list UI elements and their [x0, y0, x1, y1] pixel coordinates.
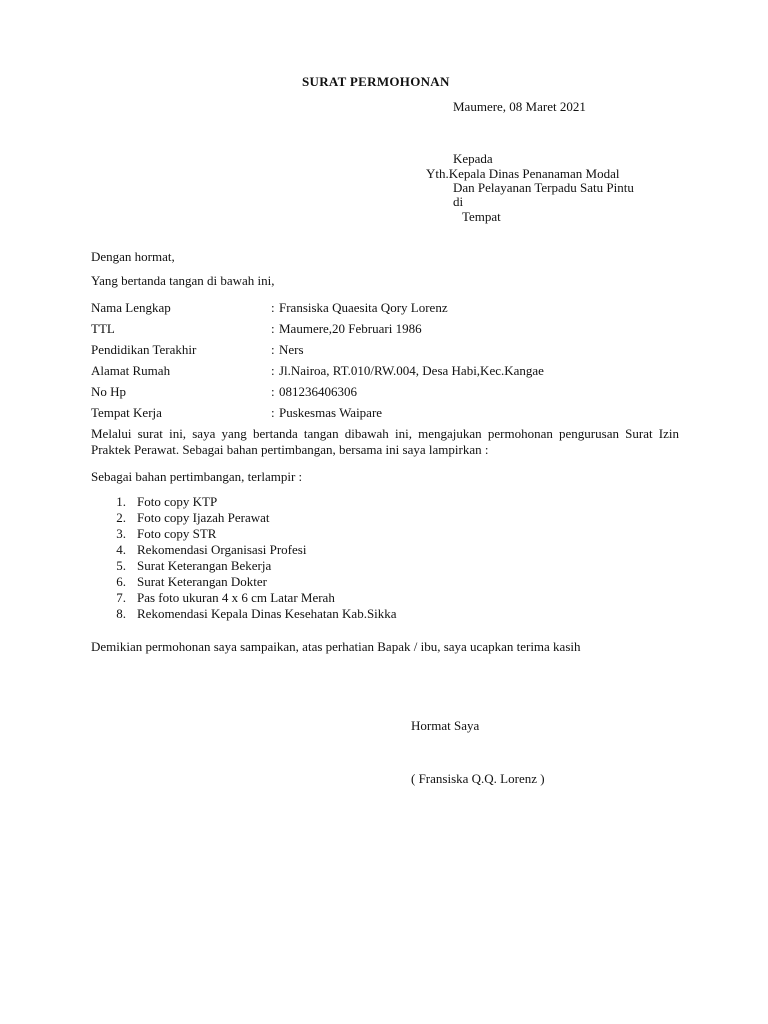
list-text: Foto copy Ijazah Perawat: [137, 510, 270, 525]
recipient-to: Kepada: [453, 151, 493, 166]
field-value: Fransiska Quaesita Qory Lorenz: [279, 300, 448, 315]
list-number: 2.: [116, 510, 126, 525]
field-label: Nama Lengkap: [91, 300, 171, 315]
field-label: Alamat Rumah: [91, 363, 171, 378]
list-text: Foto copy KTP: [137, 494, 218, 509]
recipient-line-2: Dan Pelayanan Terpadu Satu Pintu: [453, 180, 634, 195]
field-value: Jl.Nairoa, RT.010/RW.004, Desa Habi,Kec.Kangae: [279, 363, 544, 378]
list-text: Pas foto ukuran 4 x 6 cm Latar Merah: [137, 590, 335, 605]
recipient-line-1: Yth.Kepala Dinas Penanaman Modal: [426, 166, 620, 181]
list-number: 6.: [116, 574, 126, 589]
list-number: 5.: [116, 558, 126, 573]
list-text: Rekomendasi Organisasi Profesi: [137, 542, 307, 557]
list-text: Surat Keterangan Bekerja: [137, 558, 272, 573]
list-number: 1.: [116, 494, 126, 509]
recipient-line-4: Tempat: [462, 209, 501, 224]
attachments-intro: Sebagai bahan pertimbangan, terlampir :: [91, 469, 303, 484]
list-text: Foto copy STR: [137, 526, 217, 541]
field-label: No Hp: [91, 384, 127, 399]
recipient-line-3: di: [453, 194, 464, 209]
field-colon: :: [271, 321, 275, 336]
field-value: Puskesmas Waipare: [279, 405, 383, 420]
field-label: Tempat Kerja: [91, 405, 162, 420]
greeting: Dengan hormat,: [91, 249, 175, 264]
field-label: Pendidikan Terakhir: [91, 342, 197, 357]
intro-text: Yang bertanda tangan di bawah ini,: [91, 273, 275, 288]
place-date: Maumere, 08 Maret 2021: [453, 99, 586, 114]
list-number: 7.: [116, 590, 126, 605]
letter-title: SURAT PERMOHONAN: [302, 74, 450, 89]
field-colon: :: [271, 363, 275, 378]
field-colon: :: [271, 384, 275, 399]
list-text: Rekomendasi Kepala Dinas Kesehatan Kab.Sikka: [137, 606, 397, 621]
field-value: Maumere,20 Februari 1986: [279, 321, 422, 336]
body-paragraph: Melalui surat ini, saya yang bertanda tangan dibawah ini, mengajukan permohonan pengurusan Surat Izin Praktek Perawat. Sebagai bahan pertimbangan, bersama ini saya lampirkan :: [91, 426, 679, 457]
field-colon: :: [271, 405, 275, 420]
list-text: Surat Keterangan Dokter: [137, 574, 267, 589]
closing-text: Demikian permohonan saya sampaikan, atas perhatian Bapak / ibu, saya ucapkan terima kasih: [91, 639, 581, 654]
field-colon: :: [271, 300, 275, 315]
field-value: Ners: [279, 342, 304, 357]
field-colon: :: [271, 342, 275, 357]
field-value: 081236406306: [279, 384, 357, 399]
list-number: 3.: [116, 526, 126, 541]
signoff: Hormat Saya: [411, 718, 480, 733]
list-number: 8.: [116, 606, 126, 621]
list-number: 4.: [116, 542, 126, 557]
signature-name: ( Fransiska Q.Q. Lorenz ): [411, 771, 545, 786]
field-label: TTL: [91, 321, 115, 336]
